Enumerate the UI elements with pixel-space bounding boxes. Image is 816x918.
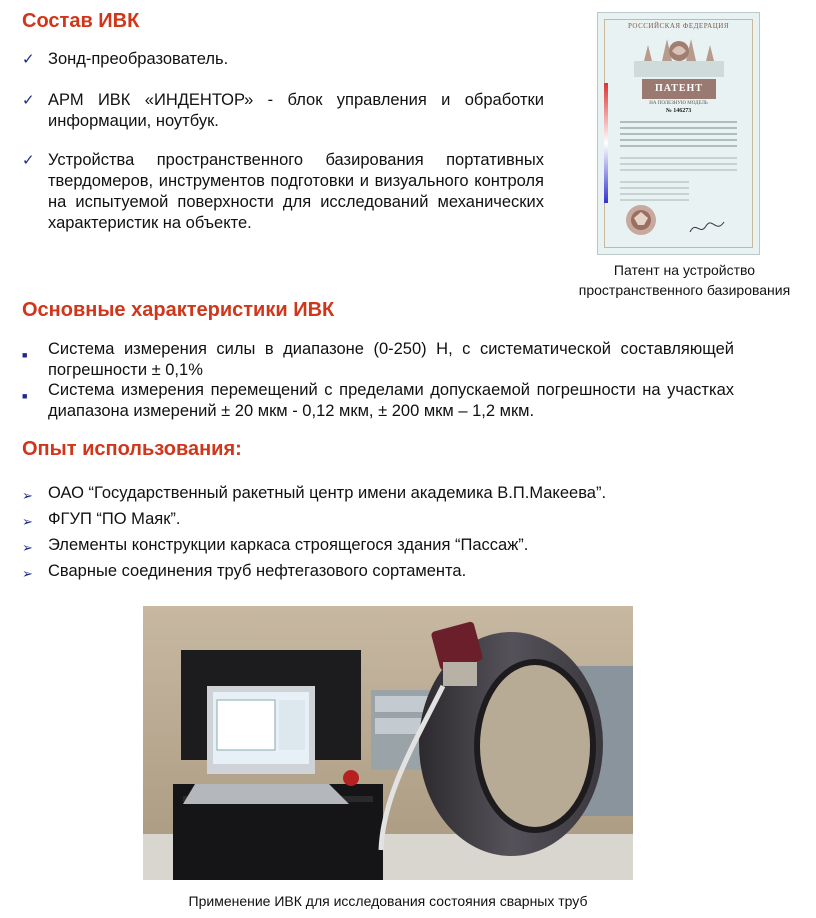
arrow-bullet-icon: ➢ <box>22 540 33 555</box>
section-title-composition: Состав ИВК <box>22 10 140 32</box>
check-icon: ✓ <box>22 92 35 109</box>
section-title-experience: Опыт использования: <box>22 438 242 460</box>
list-item: ➢ Элементы конструкции каркаса строящегося здания “Пассаж”. <box>22 535 734 556</box>
equipment-photo <box>143 606 633 880</box>
patent-caption: Патент на устройство пространственного базирования <box>578 262 791 298</box>
check-icon: ✓ <box>22 152 35 169</box>
list-item: ✓ АРМ ИВК «ИНДЕНТОР» - блок управления и обработки информации, ноутбук. <box>22 91 544 130</box>
section-title-characteristics: Основные характеристики ИВК <box>22 299 335 321</box>
arrow-bullet-icon: ➢ <box>22 566 33 581</box>
list-item: ➢ ФГУП “ПО Маяк”. <box>22 509 734 530</box>
kremlin-emblem-icon <box>634 31 724 77</box>
check-icon: ✓ <box>22 51 35 68</box>
eagle-seal-icon <box>624 203 658 237</box>
arrow-bullet-icon: ➢ <box>22 488 33 503</box>
list-item: ✓ Устройства пространственного базирования портативных твердомеров, инструментов подготовки и визуального контроля на испытуемой поверхности для исследований механических характеристик на объекте. <box>22 151 544 232</box>
photo-caption: Применение ИВК для исследования состояния сварных труб <box>188 893 588 909</box>
patent-certificate-image: РОССИЙСКАЯ ФЕДЕРАЦИЯ ПАТЕНТ НА ПОЛЕЗНУЮ МОДЕЛЬ № 146273 <box>597 12 760 255</box>
list-item: ➢ ОАО “Государственный ракетный центр имени академика В.П.Макеева”. <box>22 483 734 504</box>
list-item: ■ Система измерения силы в диапазоне (0-250) Н, с систематической составляющей погрешности ± 0,1% <box>22 340 734 379</box>
arrow-bullet-icon: ➢ <box>22 514 33 529</box>
list-item: ✓ Зонд-преобразователь. <box>22 50 229 68</box>
signature-icon <box>688 218 728 238</box>
square-bullet-icon: ■ <box>22 391 28 401</box>
list-item: ➢ Сварные соединения труб нефтегазового сортамента. <box>22 561 734 582</box>
list-item: ■ Система измерения перемещений с пределами допускаемой погрешности на участках диапазона измерений ± 20 мкм - 0,12 мкм, ± 200 мкм – 1,2 мкм. <box>22 381 734 420</box>
square-bullet-icon: ■ <box>22 350 28 360</box>
